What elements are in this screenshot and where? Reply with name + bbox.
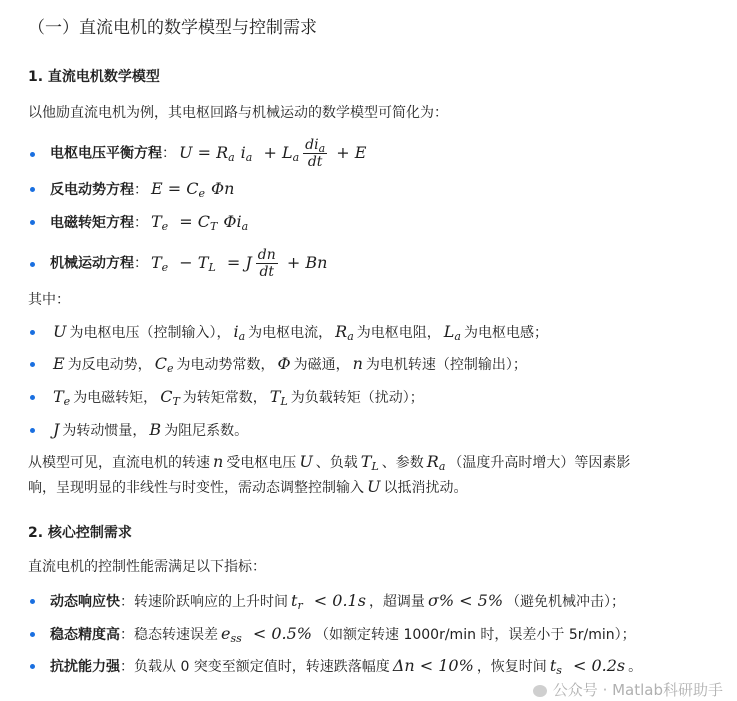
text-run: 为负载转矩（扰动）； xyxy=(290,390,424,406)
math-text: + Bn xyxy=(281,252,328,272)
math-text: T xyxy=(53,387,64,406)
math-subscript: e xyxy=(166,362,174,375)
text-run: 为阻尼系数。 xyxy=(164,423,249,439)
bold-term: 机械运动方程 xyxy=(50,255,134,272)
math-subscript: a xyxy=(347,330,354,343)
text-run: 为电机转速（控制输出）； xyxy=(365,357,527,373)
math-text: n xyxy=(213,452,224,471)
math-expr xyxy=(53,322,66,341)
math-text: T xyxy=(360,452,372,471)
bullet-icon xyxy=(30,362,35,367)
math-text: R xyxy=(335,322,348,341)
watermark-text: 公众号 · Matlab科研助手 xyxy=(552,681,723,699)
paragraph-line xyxy=(28,556,266,578)
bullet-icon xyxy=(30,220,35,225)
text-run: 直流电机的控制性能需满足以下指标： xyxy=(28,559,266,575)
math-text: U xyxy=(367,477,381,496)
math-subscript: a xyxy=(454,330,461,343)
math-expr xyxy=(299,452,312,471)
math-expr xyxy=(151,212,168,231)
math-expr xyxy=(550,656,562,675)
math-subscript: r xyxy=(297,599,303,612)
paragraph-line xyxy=(28,476,467,499)
math-subscript: a xyxy=(241,220,249,233)
bullet-icon xyxy=(30,187,35,192)
bullet-icon xyxy=(30,152,35,157)
text-run: ： xyxy=(134,255,148,272)
text-run: 2. 核心控制需求 xyxy=(28,525,132,541)
math-subscript: e xyxy=(161,260,169,274)
list-item xyxy=(50,655,642,678)
list-item xyxy=(50,590,625,613)
text-run: 响，呈现明显的非线性与时变性，需动态调整控制输入 xyxy=(28,480,364,496)
math-subscript: e xyxy=(161,220,169,233)
math-expr xyxy=(179,143,235,162)
math-subscript: a xyxy=(238,330,246,343)
math-expr xyxy=(213,452,223,471)
math-text: t xyxy=(291,591,298,610)
text-run: 为转动惯量， xyxy=(62,423,147,439)
text-run: 、负载 xyxy=(315,455,358,471)
math-expr xyxy=(241,143,253,162)
bold-term: 稳态精度高 xyxy=(50,627,120,643)
math-text: J xyxy=(53,420,60,439)
text-run: ：转速阶跃响应的上升时间 xyxy=(120,594,288,610)
text-run: （避免机械冲击）； xyxy=(506,594,626,610)
bullet-icon xyxy=(30,632,35,637)
numerator-text: di xyxy=(305,137,319,153)
bold-term: 反电动势方程 xyxy=(50,182,134,198)
math-expr xyxy=(221,624,242,643)
math-expr xyxy=(367,477,380,496)
math-subscript: a xyxy=(228,150,235,164)
math-text: t xyxy=(549,656,557,675)
math-expr xyxy=(428,591,503,610)
math-expr xyxy=(53,387,70,406)
text-run: ：负载从 0 突变至额定值时，转速跌落幅度 xyxy=(120,659,390,675)
text-run: 受电枢电压 xyxy=(226,455,297,471)
bold-term: 电磁转矩方程 xyxy=(50,215,134,231)
bullet-icon xyxy=(30,262,35,267)
list-item xyxy=(50,137,369,170)
watermark xyxy=(533,680,723,700)
math-expr xyxy=(361,452,379,471)
math-subscript: e xyxy=(63,395,71,408)
text-run: 为磁通， xyxy=(293,357,350,373)
math-text: E = C xyxy=(151,179,199,198)
math-fraction xyxy=(303,137,327,170)
text-run: 为转矩常数， xyxy=(182,390,267,406)
math-subscript: T xyxy=(210,220,218,233)
paragraph-line xyxy=(28,289,70,311)
wechat-icon xyxy=(533,685,547,697)
math-text: = J xyxy=(221,252,252,272)
fraction-numerator xyxy=(256,247,278,264)
text-run: 、参数 xyxy=(381,455,424,471)
math-text: = C xyxy=(174,212,211,231)
math-expr xyxy=(353,354,363,373)
math-text: T xyxy=(269,387,281,406)
math-text: < 0.1s xyxy=(308,591,366,610)
list-item xyxy=(50,321,548,344)
math-text: T xyxy=(151,212,162,231)
list-item xyxy=(50,386,424,409)
text-run: ，恢复时间 xyxy=(476,659,547,675)
math-expr xyxy=(335,322,354,341)
math-text: B xyxy=(149,420,162,439)
list-item xyxy=(50,353,527,376)
math-text: T xyxy=(151,252,162,272)
math-expr xyxy=(248,624,312,643)
math-text: Φi xyxy=(223,212,242,231)
math-text: C xyxy=(160,387,173,406)
math-expr xyxy=(160,387,180,406)
text-run: 为电枢电感； xyxy=(463,325,548,341)
text-run: 为电枢电流， xyxy=(248,325,333,341)
text-run: 从模型可见，直流电机的转速 xyxy=(28,455,210,471)
subsection-heading xyxy=(28,522,132,544)
text-run: 以抵消扰动。 xyxy=(383,480,468,496)
paragraph-line xyxy=(28,451,630,474)
math-expr xyxy=(223,212,248,231)
text-run: 为电枢电阻， xyxy=(356,325,441,341)
math-expr xyxy=(291,591,303,610)
bold-term: 电枢电压平衡方程 xyxy=(50,145,162,162)
math-text: U xyxy=(299,452,313,471)
bold-term: 抗扰能力强 xyxy=(50,659,120,675)
math-text: n xyxy=(352,354,363,373)
numerator-text: dn xyxy=(257,247,276,263)
math-expr xyxy=(393,656,474,675)
text-run: （如额定转速 1000r/min 时，误差小于 5r/min）； xyxy=(315,627,636,643)
math-text: Φn xyxy=(211,179,235,198)
math-expr xyxy=(53,354,65,373)
math-text: i xyxy=(240,142,246,162)
text-run: 其中： xyxy=(28,292,70,308)
text-run: 为电磁转矩， xyxy=(73,390,158,406)
math-text: < 0.5% xyxy=(247,624,312,643)
math-text: < 0.2s xyxy=(567,656,626,675)
fraction-denominator: dt xyxy=(259,264,275,280)
math-subscript: s xyxy=(556,664,562,677)
math-expr xyxy=(282,253,328,272)
math-subscript: a xyxy=(245,150,253,164)
math-text: + L xyxy=(258,142,293,162)
math-expr xyxy=(151,179,205,198)
math-expr xyxy=(155,354,174,373)
subsection-heading xyxy=(28,66,160,88)
math-subscript: ss xyxy=(230,632,242,645)
text-run: 。 xyxy=(628,659,643,675)
section-title xyxy=(28,17,317,39)
math-expr xyxy=(233,322,245,341)
math-text: σ% < 5% xyxy=(427,591,504,610)
fraction-numerator xyxy=(303,137,327,154)
math-text: L xyxy=(443,322,455,341)
text-run: ： xyxy=(134,215,148,231)
bold-term: 动态响应快 xyxy=(50,594,120,610)
list-item xyxy=(50,419,248,442)
math-subscript: T xyxy=(172,395,180,408)
text-run: 为反电动势， xyxy=(67,357,152,373)
math-expr xyxy=(174,253,216,272)
math-text: E xyxy=(53,354,65,373)
math-text: C xyxy=(154,354,167,373)
math-subscript: a xyxy=(438,460,446,473)
text-run: 为电动势常数， xyxy=(176,357,275,373)
math-expr xyxy=(331,143,366,162)
text-run: 1. 直流电机数学模型 xyxy=(28,69,160,85)
math-expr xyxy=(151,253,168,272)
math-text: + E xyxy=(331,142,367,162)
math-text: e xyxy=(221,624,231,643)
math-subscript: L xyxy=(371,460,379,473)
math-subscript: a xyxy=(292,150,300,164)
list-item xyxy=(50,211,251,234)
text-run: （温度升高时增大）等因素影 xyxy=(448,455,631,471)
math-expr xyxy=(222,253,252,272)
math-text: Φ xyxy=(277,354,291,373)
math-subscript: a xyxy=(318,142,326,155)
math-expr xyxy=(53,420,59,439)
bullet-icon xyxy=(30,599,35,604)
math-expr xyxy=(427,452,446,471)
fraction-denominator: dt xyxy=(307,154,323,170)
math-expr xyxy=(568,656,625,675)
text-run: ，超调量 xyxy=(368,594,425,610)
text-run: 以他励直流电机为例，其电枢回路与机械运动的数学模型可简化为： xyxy=(28,105,448,121)
text-run: （一）直流电机的数学模型与控制需求 xyxy=(28,18,317,38)
math-expr xyxy=(270,387,288,406)
math-text: Δn < 10% xyxy=(392,656,474,675)
math-expr xyxy=(277,354,290,373)
math-subscript: L xyxy=(280,395,288,408)
text-run: ： xyxy=(134,182,148,198)
math-text: R xyxy=(426,452,439,471)
bullet-icon xyxy=(30,330,35,335)
list-item xyxy=(50,623,636,646)
list-item xyxy=(50,247,330,280)
math-text: − T xyxy=(174,252,209,272)
text-run: ： xyxy=(162,145,176,162)
math-expr xyxy=(174,212,217,231)
paragraph-line xyxy=(28,102,448,124)
math-text: U = R xyxy=(179,142,229,162)
math-expr xyxy=(444,322,461,341)
text-run: 为电枢电压（控制输入）， xyxy=(69,325,231,341)
math-expr xyxy=(309,591,366,610)
bullet-icon xyxy=(30,395,35,400)
bullet-icon xyxy=(30,428,35,433)
math-fraction xyxy=(256,247,278,280)
math-text: U xyxy=(53,322,67,341)
bullet-icon xyxy=(30,664,35,669)
math-expr xyxy=(211,179,234,198)
math-expr xyxy=(149,420,161,439)
math-text: i xyxy=(233,322,239,341)
math-subscript: L xyxy=(208,260,216,274)
list-item xyxy=(50,178,237,201)
math-subscript: e xyxy=(198,187,206,200)
text-run: ：稳态转速误差 xyxy=(120,627,218,643)
math-expr xyxy=(258,143,299,162)
